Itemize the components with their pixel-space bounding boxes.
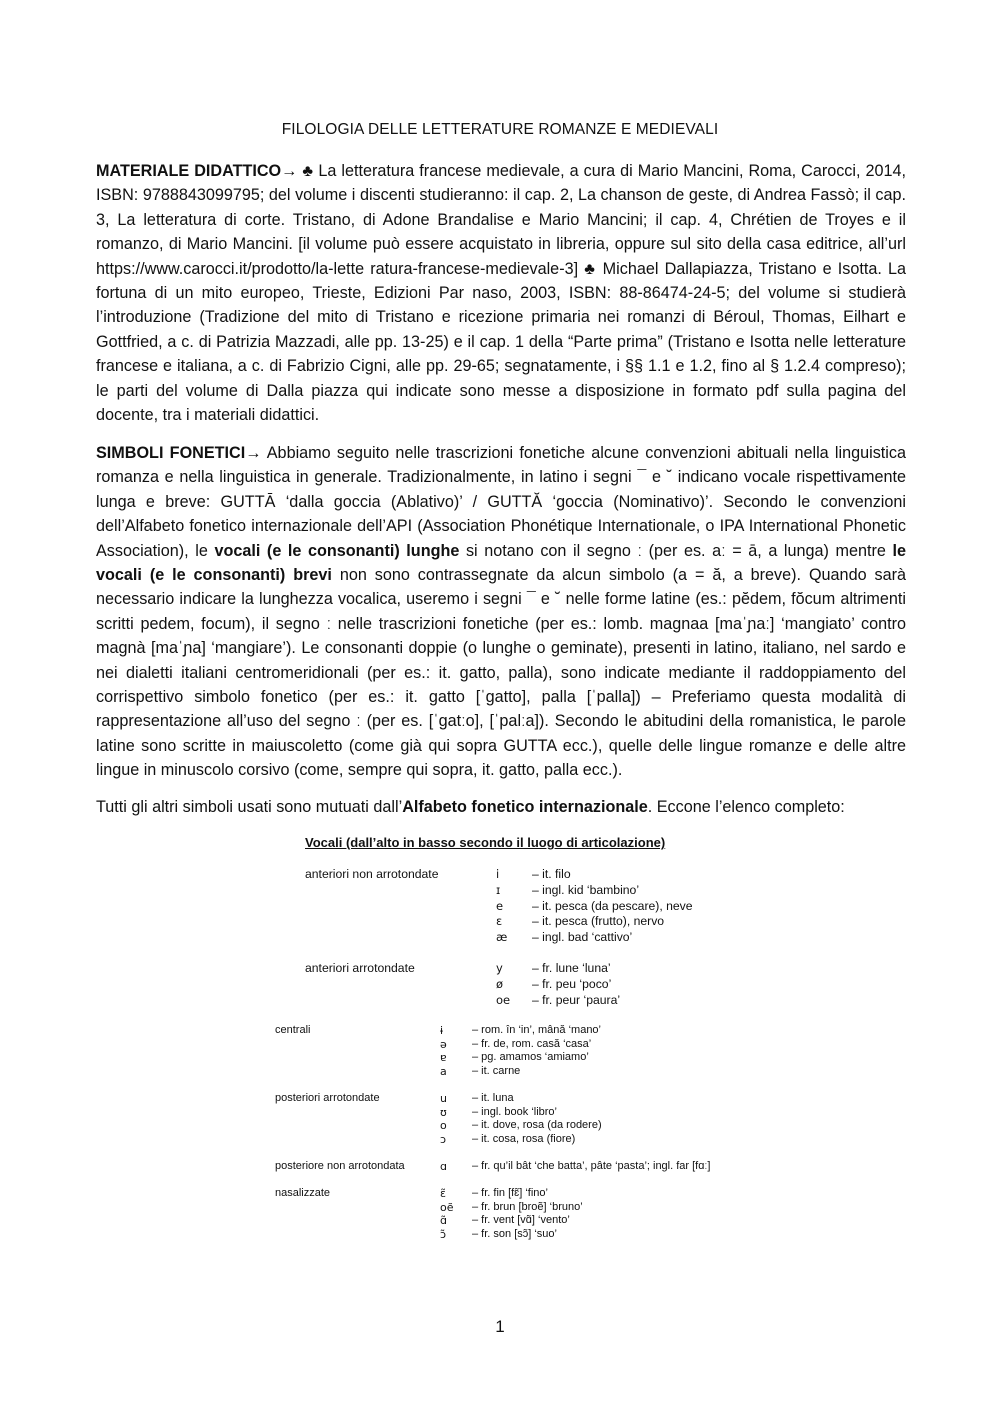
vowel-example: – ingl. book ‘libro’	[472, 1105, 557, 1118]
vowel-symbol: e	[496, 898, 504, 913]
vowel-example: – fr. peu ‘poco’	[532, 976, 612, 991]
simboli-fonetici-heading: SIMBOLI FONETICI→	[96, 444, 262, 462]
vowel-group-label: posteriore non arrotondata	[275, 1160, 405, 1172]
vowel-symbol: y	[496, 961, 503, 975]
vowel-example: – fr. brun [broẽ] ‘bruno’	[472, 1200, 583, 1213]
vowel-symbol: ʊ	[440, 1105, 447, 1119]
vowel-group-label: anteriori non arrotondate	[305, 867, 439, 881]
vowel-example: – it. pesca (frutto), nervo	[532, 914, 665, 929]
altri-text-1: Tutti gli altri simboli usati sono mutuati dall’	[96, 798, 403, 816]
simboli-bold-1: vocali (e le consonanti) lunghe	[214, 541, 460, 560]
materiale-didattico-text: ♣ La letteratura francese medievale, a cura di Mario Mancini, Roma, Carocci, 2014, ISBN: 9788843099795; del volume i discenti studieranno: il cap. 2, La chanson de geste, di Andrea Fassò; il cap. 3, La letteratura di corte. Tristano, di Adone Brandalise e Mario Mancini; il cap. 4, Chrétien de Troyes e il romanzo, di Mario Mancini. [il volume può essere acquistato in libreria, oppure sul sito della casa editrice, all’url https://www.carocci.it/prodotto/la-lette ratura-francese-medievale-3] ♣ Michael Dallapiazza, Tristano e Isotta. La fortuna di un mito europeo, Trieste, Edizioni Par naso, 2003, ISBN: 88-86474-24-5; del volume si studierà l’introduzione (Tradizione del mito di Tristano e ricezione primaria nei romanzi di Béroul, Thomas, Eilhart e Gottfried, a c. di Patrizia Mazzadi, alle pp. 13-25) e il cap. 1 della “Parte prima” (Tristano e Isotta nelle letterature francese e italiana, a c. di Fabrizio Cigni, alle pp. 29-65; segnatamente, i §§ 1.1 e 1.2, fino al § 1.2.4 compreso); le parti del volume di Dalla piazza qui indicate sono messe a disposizione in formato pdf sulla pagina del docente, tra i materiali didattici.	[96, 162, 906, 425]
vowel-symbol: ɛ̃	[440, 1187, 446, 1200]
vowel-group-label: centrali	[275, 1024, 311, 1036]
vowel-symbol: ɛ	[496, 914, 503, 929]
vowel-example: – it. dove, rosa (da rodere)	[472, 1119, 602, 1131]
vowel-group-label: anteriori arrotondate	[305, 961, 415, 975]
vowel-symbol: oe	[496, 992, 511, 1007]
vowel-example: – fr. qu’il bât ‘che batta’, pâte ‘pasta’; ingl. far [fɑː]	[472, 1160, 711, 1172]
vowel-example: – fr. vent [vɑ̃] ‘vento’	[472, 1214, 570, 1226]
vowel-symbol: ɪ	[496, 882, 501, 897]
simboli-text-3: non sono contrassegnate da alcun simbolo (a = ă, a breve). Quando sarà necessario indicare la lunghezza vocalica, useremo i segni ¯ e ˘ nelle forme latine (es.: pĕdem, fŏcum altrimenti scritti pedem, focum), il segno ː nelle trascrizioni fonetiche (per es.: lomb. magnaa [maˈɲaː] ‘mangiato’ contro magnà [maˈɲa] ‘mangiare’). Le consonanti doppie (o lunghe o geminate), presenti in latino, italiano, nel sardo e nei dialetti italiani centromeridionali (per es.: it. gatto, palla), sono indicate mediante il raddoppiamento del corrispettivo simbolo fonetico (per es.: it. gatto [ˈgatto], palla [ˈpalla]) – Preferiamo questa modalità di rappresentazione all’uso del segno ː (per es. [ˈgatːo], [ˈpalːa]). Secondo le abitudini della romanistica, le parole latine sono scritte in maiuscoletto (come già qui sopra GUTTA ecc.), quelle delle lingue romanze e delle altre lingue in minuscolo corsivo (come, sempre qui sopra, it. gatto, palla ecc.).	[96, 566, 906, 780]
page-title: FILOLOGIA DELLE LETTERATURE ROMANZE E MEDIEVALI	[281, 121, 719, 138]
vocali-table-heading: Vocali (dall’alto in basso secondo il luogo di articolazione)	[305, 835, 666, 850]
simboli-text-1: Abbiamo seguito nelle trascrizioni fonetiche alcune convenzioni abituali nella linguistica romanza e nella linguistica in generale. Tradizionalmente, in latino i segni ¯ e ˘ indicano vocale rispettivamente lunga e breve: GUTTĀ ‘dalla goccia (Ablativo)’ / GUTTĂ ‘goccia (Nominativo)’. Secondo le convenzioni dell’Alfabeto fonetico internazionale dell’API (Association Phonétique Internationale, o IPA International Phonetic Association), le	[96, 444, 907, 560]
vowel-symbol: i	[496, 867, 500, 881]
altri-simboli-paragraph	[96, 795, 906, 819]
vowel-example: – ingl. kid ‘bambino’	[532, 882, 640, 897]
vowel-symbol: ɨ	[440, 1024, 444, 1037]
vowel-example: – pg. amamos ‘amiamo’	[472, 1051, 589, 1063]
vowel-symbol: ɔ	[440, 1132, 447, 1146]
page-number: 1	[495, 1317, 505, 1336]
vowel-symbol: a	[440, 1064, 447, 1078]
vowel-example: – it. cosa, rosa (fiore)	[472, 1132, 576, 1145]
vowel-example: – it. pesca (da pescare), neve	[532, 898, 693, 913]
simboli-text-2: si notano con il segno ː (per es. aː = ā, a lunga) mentre	[459, 541, 893, 560]
vowel-symbol: o	[440, 1119, 447, 1132]
vowel-symbol: u	[440, 1092, 447, 1105]
vowel-example: – rom. în ‘in’, mână ‘mano’	[472, 1024, 601, 1036]
vowel-example: – fr. de, rom. casă ‘casa’	[472, 1037, 592, 1050]
vowel-symbol: ɑ	[440, 1160, 447, 1173]
vowel-example: – fr. son [sɔ̃] ‘suo’	[472, 1227, 557, 1240]
vowel-symbol: æ	[496, 930, 508, 945]
vowel-symbol: oẽ	[440, 1200, 454, 1214]
vowel-example: – fr. peur ‘paura’	[532, 992, 621, 1007]
altri-bold-1: Alfabeto fonetico internazionale	[402, 798, 648, 816]
vowel-symbol: ɑ̃	[440, 1214, 447, 1227]
vowel-symbol: ø	[496, 976, 504, 991]
vowel-example: – it. carne	[472, 1064, 521, 1077]
vowel-example: – ingl. bad ‘cattivo’	[532, 930, 633, 945]
materiale-didattico-paragraph	[96, 159, 906, 427]
simboli-fonetici-paragraph	[96, 441, 906, 783]
altri-text-2: . Eccone l’elenco completo:	[647, 798, 845, 816]
vowel-symbol: ɔ̃	[440, 1227, 447, 1241]
vowel-symbol: ə	[440, 1037, 447, 1051]
vowel-symbol: ɐ	[440, 1051, 447, 1064]
vowel-example: – fr. fin [fɛ̃] ‘fino’	[472, 1187, 548, 1199]
vowel-group-label: nasalizzate	[275, 1187, 331, 1199]
materiale-didattico-heading: MATERIALE DIDATTICO→	[96, 162, 298, 180]
vowel-group-label: posteriori arrotondate	[275, 1092, 380, 1104]
vowel-example: – it. luna	[472, 1092, 514, 1104]
vowel-example: – fr. lune ‘luna’	[532, 961, 611, 975]
simboli-bold-2: le vocali (e le consonanti) brevi	[96, 541, 907, 585]
vowel-example: – it. filo	[532, 867, 571, 881]
